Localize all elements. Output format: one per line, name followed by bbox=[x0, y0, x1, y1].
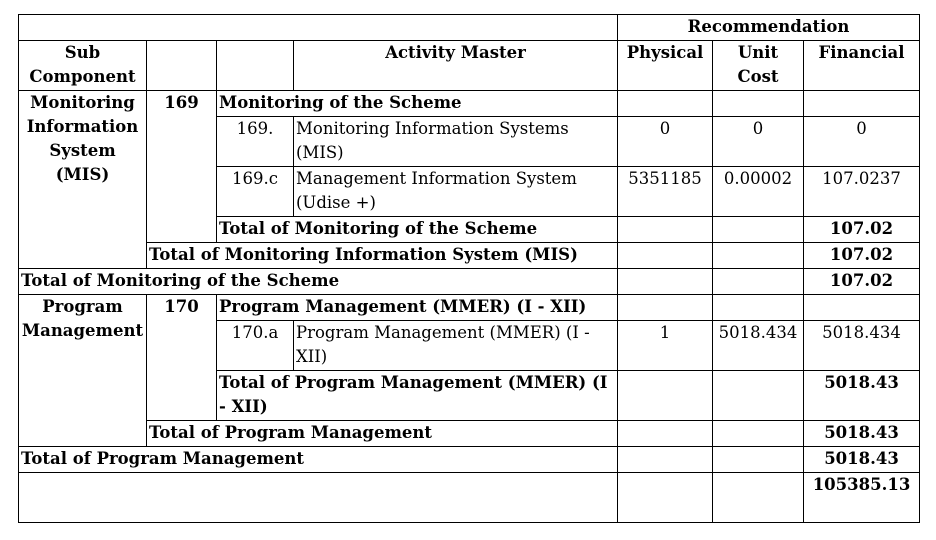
sub-component-total-value: 107.02 bbox=[804, 243, 920, 269]
financial-value: 107.0237 bbox=[804, 167, 920, 217]
item-name: Program Management (MMER) (I - XII) bbox=[294, 321, 618, 371]
empty-cell bbox=[713, 473, 804, 523]
activity-code-170: 170 bbox=[147, 295, 217, 421]
empty-cell bbox=[618, 295, 713, 321]
subcode-header bbox=[217, 41, 294, 91]
activity-total-label: Total of Program Management (MMER) (I - XII) bbox=[217, 371, 618, 421]
empty-cell bbox=[713, 371, 804, 421]
table-row bbox=[19, 269, 920, 295]
sub-component-total-value: 5018.43 bbox=[804, 421, 920, 447]
empty-cell bbox=[618, 421, 713, 447]
unit-cost-header: Unit Cost bbox=[713, 41, 804, 91]
empty-cell bbox=[618, 243, 713, 269]
unit-cost-value: 5018.434 bbox=[713, 321, 804, 371]
header-row-top bbox=[19, 15, 920, 41]
item-code: 170.a bbox=[217, 321, 294, 371]
header-row bbox=[19, 41, 920, 91]
physical-value: 5351185 bbox=[618, 167, 713, 217]
empty-cell bbox=[713, 447, 804, 473]
scheme-total-label: Total of Monitoring of the Scheme bbox=[19, 269, 618, 295]
activity-code-169: 169 bbox=[147, 91, 217, 243]
empty-cell bbox=[618, 217, 713, 243]
table-row bbox=[19, 243, 920, 269]
financial-value: 0 bbox=[804, 117, 920, 167]
table-row bbox=[19, 447, 920, 473]
unit-cost-value: 0 bbox=[713, 117, 804, 167]
sub-component-total-label: Total of Monitoring Information System (MIS) bbox=[147, 243, 618, 269]
sub-component-program-management: Program Management bbox=[19, 295, 147, 447]
empty-cell bbox=[618, 447, 713, 473]
item-code: 169. bbox=[217, 117, 294, 167]
table-row bbox=[19, 91, 920, 117]
grand-total-row bbox=[19, 473, 920, 523]
empty-cell bbox=[713, 91, 804, 117]
header-blank-cell bbox=[19, 15, 618, 41]
physical-value: 0 bbox=[618, 117, 713, 167]
recommendation-header: Recommendation bbox=[618, 15, 920, 41]
code-header bbox=[147, 41, 217, 91]
scheme-total-label: Total of Program Management bbox=[19, 447, 618, 473]
financial-value: 5018.434 bbox=[804, 321, 920, 371]
activity-master-header: Activity Master bbox=[294, 41, 618, 91]
empty-cell bbox=[618, 371, 713, 421]
empty-cell bbox=[713, 295, 804, 321]
empty-cell bbox=[804, 91, 920, 117]
physical-value: 1 bbox=[618, 321, 713, 371]
grand-total-value: 105385.13 bbox=[804, 473, 920, 523]
item-name: Monitoring Information Systems (MIS) bbox=[294, 117, 618, 167]
sub-component-header: Sub Component bbox=[19, 41, 147, 91]
sub-component-mis: Monitoring Information System (MIS) bbox=[19, 91, 147, 269]
sub-component-total-label: Total of Program Management bbox=[147, 421, 618, 447]
item-name: Management Information System (Udise +) bbox=[294, 167, 618, 217]
empty-cell bbox=[804, 295, 920, 321]
table-row bbox=[19, 421, 920, 447]
empty-cell bbox=[618, 269, 713, 295]
empty-cell bbox=[713, 421, 804, 447]
activity-name: Monitoring of the Scheme bbox=[217, 91, 618, 117]
empty-cell bbox=[713, 243, 804, 269]
empty-cell bbox=[618, 473, 713, 523]
physical-header: Physical bbox=[618, 41, 713, 91]
table-row bbox=[19, 295, 920, 321]
empty-cell bbox=[713, 217, 804, 243]
activity-total-label: Total of Monitoring of the Scheme bbox=[217, 217, 618, 243]
scheme-total-value: 107.02 bbox=[804, 269, 920, 295]
empty-cell bbox=[618, 91, 713, 117]
unit-cost-value: 0.00002 bbox=[713, 167, 804, 217]
financial-header: Financial bbox=[804, 41, 920, 91]
empty-cell bbox=[713, 269, 804, 295]
activity-name: Program Management (MMER) (I - XII) bbox=[217, 295, 618, 321]
budget-table bbox=[18, 14, 920, 523]
activity-total-value: 5018.43 bbox=[804, 371, 920, 421]
item-code: 169.c bbox=[217, 167, 294, 217]
activity-total-value: 107.02 bbox=[804, 217, 920, 243]
grand-total-blank bbox=[19, 473, 618, 523]
scheme-total-value: 5018.43 bbox=[804, 447, 920, 473]
